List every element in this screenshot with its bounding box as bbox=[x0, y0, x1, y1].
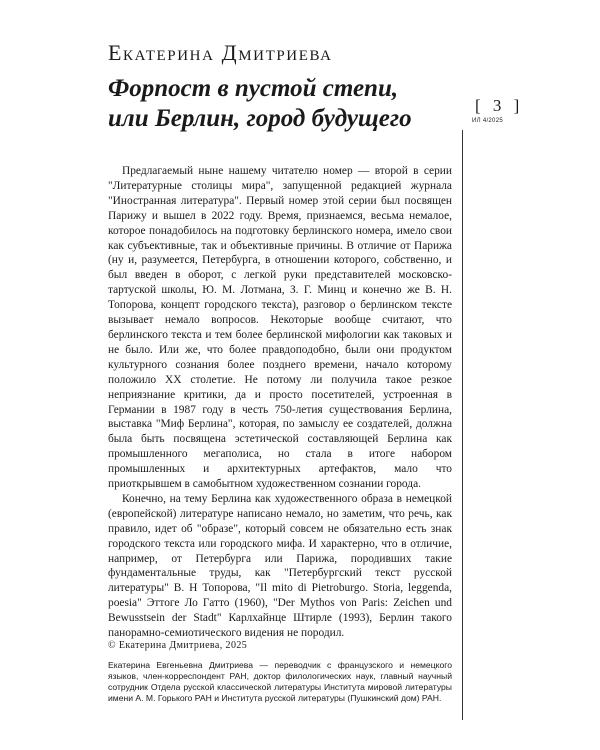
title-line-1: Форпост в пустой степи, bbox=[108, 75, 399, 102]
author-name: Екатерина Дмитриева bbox=[108, 40, 333, 65]
body-paragraph-2: Конечно, на тему Берлина как художественного образа в немецкой (европейской) литературе написано немало, но заметим, что речь, как правило, идет об "образе", который совсем не обязательно есть знак городского текста или городского мифа. И характерно, что в отличие, например, от Петербурга или Парижа, породивших такие фундаментальные труды, как "Петербургский текст русской литературы" В. Н Топорова, "Il mito di Pietroburgo. Storia, leggenda, poesia" Эттоге Ло Гатто (1960), "Der Mythos von Paris: Zeichen und Bewusstsein der Stadt" Карлхайнце Штирле (1993), Берлин такого панорамно-семиотического видения не породил. bbox=[108, 492, 452, 640]
author-bio: Екатерина Евгеньевна Дмитриева — переводчик с французского и немецкого языков, член-корреспондент РАН, доктор филологических наук, главный научный сотрудник Отдела русской классической литературы Института мировой литературы имени А. М. Горького РАН и Института русской литературы (Пушкинский дом) РАН. bbox=[108, 660, 452, 703]
margin-divider-line bbox=[462, 130, 463, 720]
article-body bbox=[108, 164, 452, 641]
title-line-2: или Берлин, город будущего bbox=[108, 105, 412, 132]
page-number: [ 3 ] bbox=[475, 96, 524, 115]
journal-issue-code: ИЛ 4/2025 bbox=[472, 118, 503, 124]
article-title bbox=[108, 74, 468, 134]
copyright-line: © Екатерина Дмитриева, 2025 bbox=[108, 640, 248, 651]
body-paragraph-1: Предлагаемый ныне нашему читателю номер — второй в серии "Литературные столицы мира", запущенной редакцией журнала "Иностранная литература". Первый номер этой серии был посвящен Парижу и вышел в 2022 году. Время, признаемся, весьма немалое, которое понадобилось на подготовку берлинского номера, имело свои как субъективные, так и объективные причины. В отличие от Парижа (ну и, разумеется, Петербурга, в отношении которого, собственно, и был введен в оборот, с легкой руки представителей московско-тартуской школы, Ю. М. Лотмана, З. Г. Минц и конечно же В. Н. Топорова, концепт городского текста), разговор о берлинском тексте вызывает немало вопросов. Некоторые вообще считают, что берлинского текста и тем более берлинской мифологии как таковых и не было. Или же, что более правдоподобно, были они продуктом культурного сознания более позднего времени, начало которому положило XX столетие. Не потому ли получила такое резкое неприязнание критики, да и просто посетителей, устроенная в Германии в 1987 году в честь 750-летия существования Берлина, выставка "Миф Берлина", которая, по замыслу ее создателей, должна была быть посвящена эстетической составляющей Берлина как промышленного мегаполиса, но стала в итоге набором промышленных и архитектурных артефактов, мало что приоткрывшем в самобытном художественном сознании города. bbox=[108, 165, 452, 491]
